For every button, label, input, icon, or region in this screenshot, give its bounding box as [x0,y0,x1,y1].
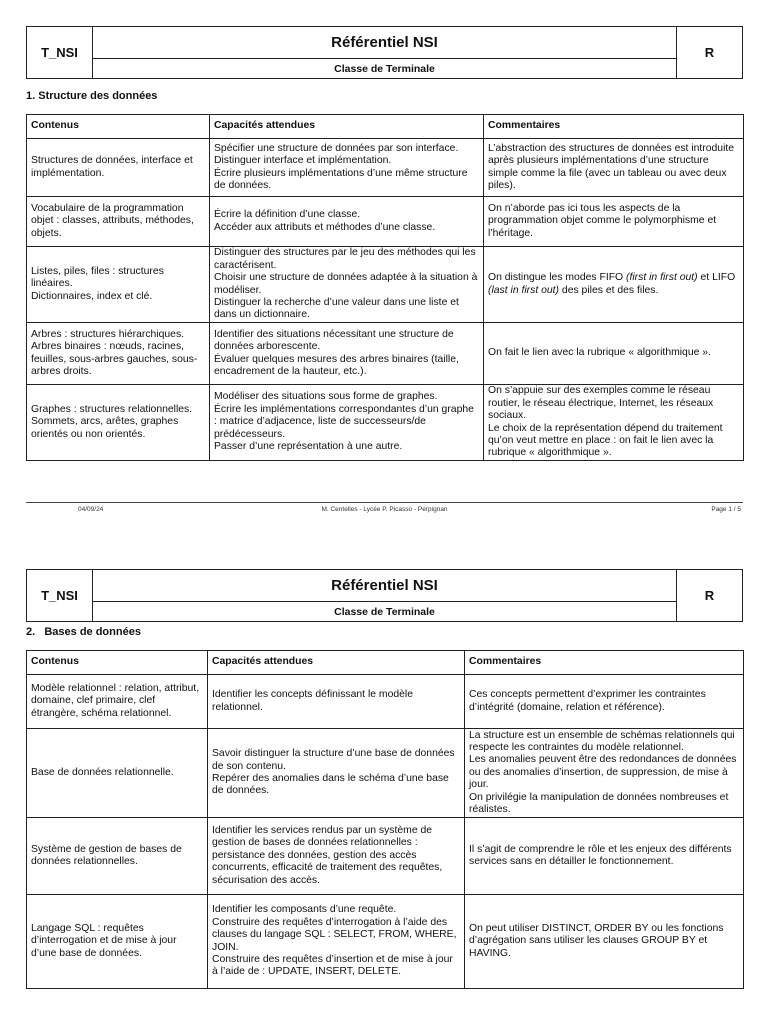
page-footer [26,502,743,516]
cell-commentaires: La structure est un ensemble de schémas relationnels qui respecte les contraintes du modèle relationnel. Les anomalies peuvent être des redondances de données ou des anomalies d’insertion, de suppression, de mise à jour. On privilégie la manipulation de données nombreuses et réalistes. [465,729,744,818]
table-row [27,385,744,461]
table-header-row [27,651,744,675]
section2-title: 2. Bases de données [26,626,141,638]
table-row [27,247,744,323]
cell-contenus: Langage SQL : requêtes d’interrogation et de mise à jour d’une base de données. [27,895,208,989]
course-code: T_NSI [27,27,93,79]
table-row [27,675,744,729]
table-row [27,818,744,895]
footer-author: M. Centelles - Lycée P. Picasso - Perpignan [321,506,448,513]
table-row [27,197,744,247]
cell-commentaires: On s’appuie sur des exemples comme le réseau routier, le réseau électrique, Internet, les réseaux sociaux. Le choix de la représentation dépend du traitement qu’on veut mettre en place : on fait le lien avec la rubrique « algorithmique ». [484,385,744,461]
page1-header [26,26,743,79]
cell-contenus: Modèle relationnel : relation, attribut, domaine, clef primaire, clef étrangère, schéma relationnel. [27,675,208,729]
cell-commentaires: On distingue les modes FIFO (first in first out) et LIFO (last in first out) des piles et des files. [484,247,744,323]
column-header-commentaires: Commentaires [484,115,744,139]
cell-capacites: Spécifier une structure de données par son interface. Distinguer interface et implémentation. Écrire plusieurs implémentations d’une même structure de données. [210,139,484,197]
column-header-contenus: Contenus [27,651,208,675]
footer-date: 04/09/24 [78,506,104,513]
table-row [27,895,744,989]
cell-commentaires: Ces concepts permettent d’exprimer les contraintes d’intégrité (domaine, relation et référence). [465,675,744,729]
cell-contenus: Vocabulaire de la programmation objet : classes, attributs, méthodes, objets. [27,197,210,247]
document-subtitle: Classe de Terminale [93,602,677,622]
cell-commentaires: Il s’agit de comprendre le rôle et les enjeux des différents services sans en détailler le fonctionnement. [465,818,744,895]
document-title: Référentiel NSI [93,27,677,59]
cell-contenus: Système de gestion de bases de données relationnelles. [27,818,208,895]
document-title: Référentiel NSI [93,570,677,602]
footer-page-number: Page 1 / 5 [711,506,741,513]
section1-table [26,114,744,461]
cell-capacites: Identifier les services rendus par un système de gestion de bases de données relationnelles : persistance des données, gestion des accès concurrents, efficacité de traitement des requêtes, sécurisation des accès. [208,818,465,895]
table-header-row [27,115,744,139]
header-letter: R [677,570,743,622]
cell-capacites: Distinguer des structures par le jeu des méthodes qui les caractérisent. Choisir une structure de données adaptée à la situation à modéliser. Distinguer la recherche d’une valeur dans une liste et dans un dictionnaire. [210,247,484,323]
column-header-capacites: Capacités attendues [210,115,484,139]
cell-commentaires: L’abstraction des structures de données est introduite après plusieurs implémentations d’une structure simple comme la file (avec un tableau ou avec deux piles). [484,139,744,197]
table-row [27,323,744,385]
column-header-capacites: Capacités attendues [208,651,465,675]
page2-header [26,569,743,622]
cell-capacites: Savoir distinguer la structure d’une base de données de son contenu. Repérer des anomalies dans le schéma d’une base de données. [208,729,465,818]
cell-capacites: Identifier les composants d’une requête. Construire des requêtes d’interrogation à l’aide des clauses du langage SQL : SELECT, FROM, WHERE, JOIN. Construire des requêtes d’insertion et de mise à jour à l’aide de : UPDATE, INSERT, DELETE. [208,895,465,989]
table-row [27,729,744,818]
cell-capacites: Identifier des situations nécessitant une structure de données arborescente. Évaluer quelques mesures des arbres binaires (taille, encadrement de la hauteur, etc.). [210,323,484,385]
column-header-commentaires: Commentaires [465,651,744,675]
header-letter: R [677,27,743,79]
cell-contenus: Graphes : structures relationnelles. Sommets, arcs, arêtes, graphes orientés ou non orientés. [27,385,210,461]
cell-contenus: Arbres : structures hiérarchiques. Arbres binaires : nœuds, racines, feuilles, sous-arbres gauches, sous-arbres droits. [27,323,210,385]
cell-contenus: Structures de données, interface et implémentation. [27,139,210,197]
document-subtitle: Classe de Terminale [93,59,677,79]
cell-capacites: Modéliser des situations sous forme de graphes. Écrire les implémentations correspondantes d’un graphe : matrice d’adjacence, liste de successeurs/de prédécesseurs. Passer d’une représentation à une autre. [210,385,484,461]
column-header-contenus: Contenus [27,115,210,139]
cell-contenus: Listes, piles, files : structures linéaires. Dictionnaires, index et clé. [27,247,210,323]
cell-commentaires: On fait le lien avec la rubrique « algorithmique ». [484,323,744,385]
cell-capacites: Identifier les concepts définissant le modèle relationnel. [208,675,465,729]
table-row [27,139,744,197]
section1-title: 1. Structure des données [26,90,158,102]
cell-contenus: Base de données relationnelle. [27,729,208,818]
cell-capacites: Écrire la définition d’une classe. Accéder aux attributs et méthodes d’une classe. [210,197,484,247]
cell-commentaires: On n’aborde pas ici tous les aspects de la programmation objet comme le polymorphisme et l’héritage. [484,197,744,247]
course-code: T_NSI [27,570,93,622]
section2-table [26,650,744,989]
cell-commentaires: On peut utiliser DISTINCT, ORDER BY ou les fonctions d’agrégation sans utiliser les clauses GROUP BY et HAVING. [465,895,744,989]
